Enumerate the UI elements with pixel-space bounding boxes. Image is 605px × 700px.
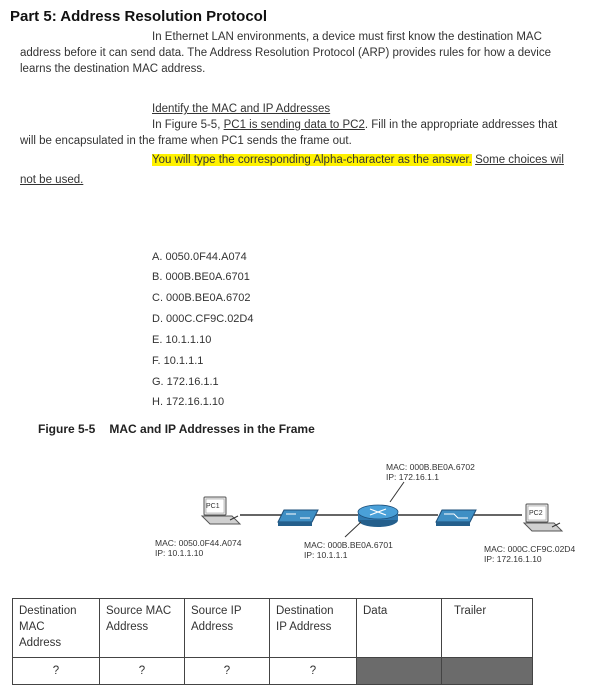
router-right-mac: MAC: 000B.BE0A.6702 — [386, 462, 475, 472]
answer-trailer-cell — [442, 658, 533, 685]
header-data: Data — [357, 599, 442, 658]
pc2-ip: IP: 172.16.1.10 — [484, 554, 542, 564]
task-line-1-prefix: In Figure 5-5, — [152, 119, 224, 131]
router-right-ip: IP: 172.16.1.1 — [386, 472, 439, 482]
intro-line-1: In Ethernet LAN environments, a device must first know the destination MAC — [152, 31, 542, 43]
task-note-part-1: Some choices wil — [475, 154, 564, 166]
answer-source-ip[interactable]: ? — [185, 658, 270, 685]
task-line-1-suffix: . Fill in the appropriate addresses that — [364, 119, 558, 131]
task-note-part-2: not be used. — [20, 174, 84, 186]
answer-data-cell — [357, 658, 442, 685]
frame-answer-row — [13, 658, 533, 685]
arrow-router-right — [390, 482, 404, 502]
pc1-mac: MAC: 0050.0F44.A074 — [155, 538, 242, 548]
task-highlight-line — [152, 152, 564, 168]
task-highlight — [152, 154, 472, 166]
header-destination-mac: Destination MAC Address — [13, 599, 100, 658]
answer-destination-mac[interactable]: ? — [13, 658, 100, 685]
task-highlight-text: You will type the corresponding Alpha-character as the answer — [152, 154, 469, 166]
frame-header-row — [13, 599, 533, 658]
option-f: F. 10.1.1.1 — [152, 355, 204, 367]
option-a: A. 0050.0F44.A074 — [152, 251, 247, 263]
option-d: D. 000C.CF9C.02D4 — [152, 313, 254, 325]
task-highlight-end: . — [468, 154, 472, 166]
option-h: H. 172.16.1.10 — [152, 396, 225, 408]
figure-number: Figure 5-5 — [38, 422, 96, 436]
option-e: E. 10.1.1.10 — [152, 334, 212, 346]
option-b: B. 000B.BE0A.6701 — [152, 271, 250, 283]
page-title: Part 5: Address Resolution Protocol — [10, 8, 267, 25]
task-line-2: will be encapsulated in the frame when PC1 sends the frame out. — [20, 135, 352, 147]
figure-caption — [38, 422, 315, 436]
header-destination-ip: Destination IP Address — [270, 599, 357, 658]
switch-1-icon — [278, 510, 318, 526]
network-diagram — [0, 440, 605, 590]
answer-source-mac[interactable]: ? — [100, 658, 185, 685]
option-c: C. 000B.BE0A.6702 — [152, 292, 251, 304]
answer-destination-ip[interactable]: ? — [270, 658, 357, 685]
header-trailer: Trailer — [442, 599, 533, 658]
router-left-ip: IP: 10.1.1.1 — [304, 550, 348, 560]
figure-caption-text: MAC and IP Addresses in the Frame — [109, 422, 315, 436]
switch-2-icon — [436, 510, 476, 526]
pc2-label: PC2 — [529, 510, 543, 517]
intro-line-3: learns the destination MAC address. — [20, 63, 206, 75]
task-heading: Identify the MAC and IP Addresses — [152, 103, 331, 115]
task-line-1-link: PC1 is sending data to PC2 — [223, 119, 365, 131]
frame-table — [12, 598, 533, 685]
intro-line-2: address before it can send data. The Address Resolution Protocol (ARP) provides rules for how a device — [20, 47, 551, 59]
header-source-mac: Source MAC Address — [100, 599, 185, 658]
router-icon — [358, 505, 398, 527]
header-source-ip: Source IP Address — [185, 599, 270, 658]
option-g: G. 172.16.1.1 — [152, 376, 219, 388]
arrow-router-left — [345, 522, 361, 537]
pc1-ip: IP: 10.1.1.10 — [155, 548, 204, 558]
pc2-mac: MAC: 000C.CF9C.02D4 — [484, 544, 576, 554]
task-line-1 — [152, 117, 557, 133]
pc1-label: PC1 — [206, 503, 220, 510]
router-left-mac: MAC: 000B.BE0A.6701 — [304, 540, 393, 550]
